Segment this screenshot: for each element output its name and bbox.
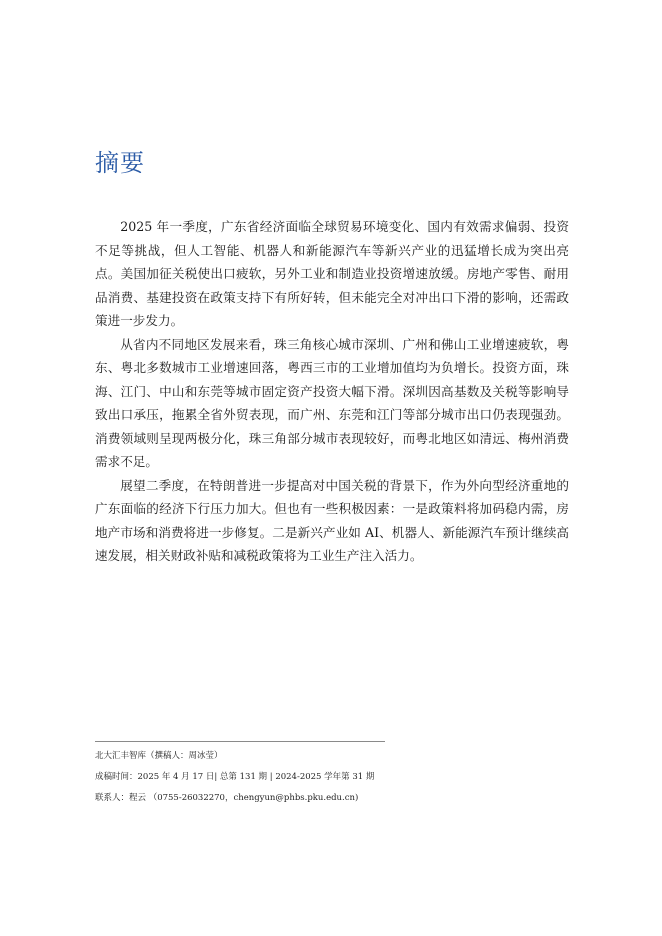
footer-author: 北大汇丰智库（撰稿人：周冰莹） (95, 751, 223, 761)
footer-notes (95, 746, 569, 809)
page-title: 摘要 (95, 149, 145, 177)
abstract-body (95, 215, 569, 568)
footer-contact: 联系人：程云 （0755-26032270，chengyun@phbs.pku.edu.cn) (95, 793, 359, 803)
footer-date-issue: 成稿时间：2025 年 4 月 17 日| 总第 131 期 | 2024-2025 学年第 31 期 (95, 772, 375, 782)
footer-divider (95, 741, 385, 742)
abstract-paragraph-3: 展望二季度，在特朗普进一步提高对中国关税的背景下，作为外向型经济重地的广东面临的经济下行压力加大。但也有一些积极因素：一是政策料将加码稳内需，房地产市场和消费将进一步修复。二是新兴产业如 AI、机器人、新能源汽车预计继续高速发展，相关财政补贴和减税政策将为工业生产注入活力。 (95, 477, 569, 563)
abstract-paragraph-1: 2025 年一季度，广东省经济面临全球贸易环境变化、国内有效需求偏弱、投资不足等挑战，但人工智能、机器人和新能源汽车等新兴产业的迅猛增长成为突出亮点。美国加征关税使出口疲软，另外工业和制造业投资增速放缓。房地产零售、耐用品消费、基建投资在政策支持下有所好转，但未能完全对冲出口下滑的影响，还需政策进一步发力。 (95, 219, 569, 328)
abstract-paragraph-2: 从省内不同地区发展来看，珠三角核心城市深圳、广州和佛山工业增速疲软，粤东、粤北多数城市工业增速回落，粤西三市的工业增加值均为负增长。投资方面，珠海、江门、中山和东莞等城市固定资产投资大幅下滑。深圳因高基数及关税等影响导致出口承压，拖累全省外贸表现，而广州、东莞和江门等部分城市出口仍表现强劲。消费领域则呈现两极分化，珠三角部分城市表现较好，而粤北地区如清远、梅州消费需求不足。 (95, 336, 569, 469)
